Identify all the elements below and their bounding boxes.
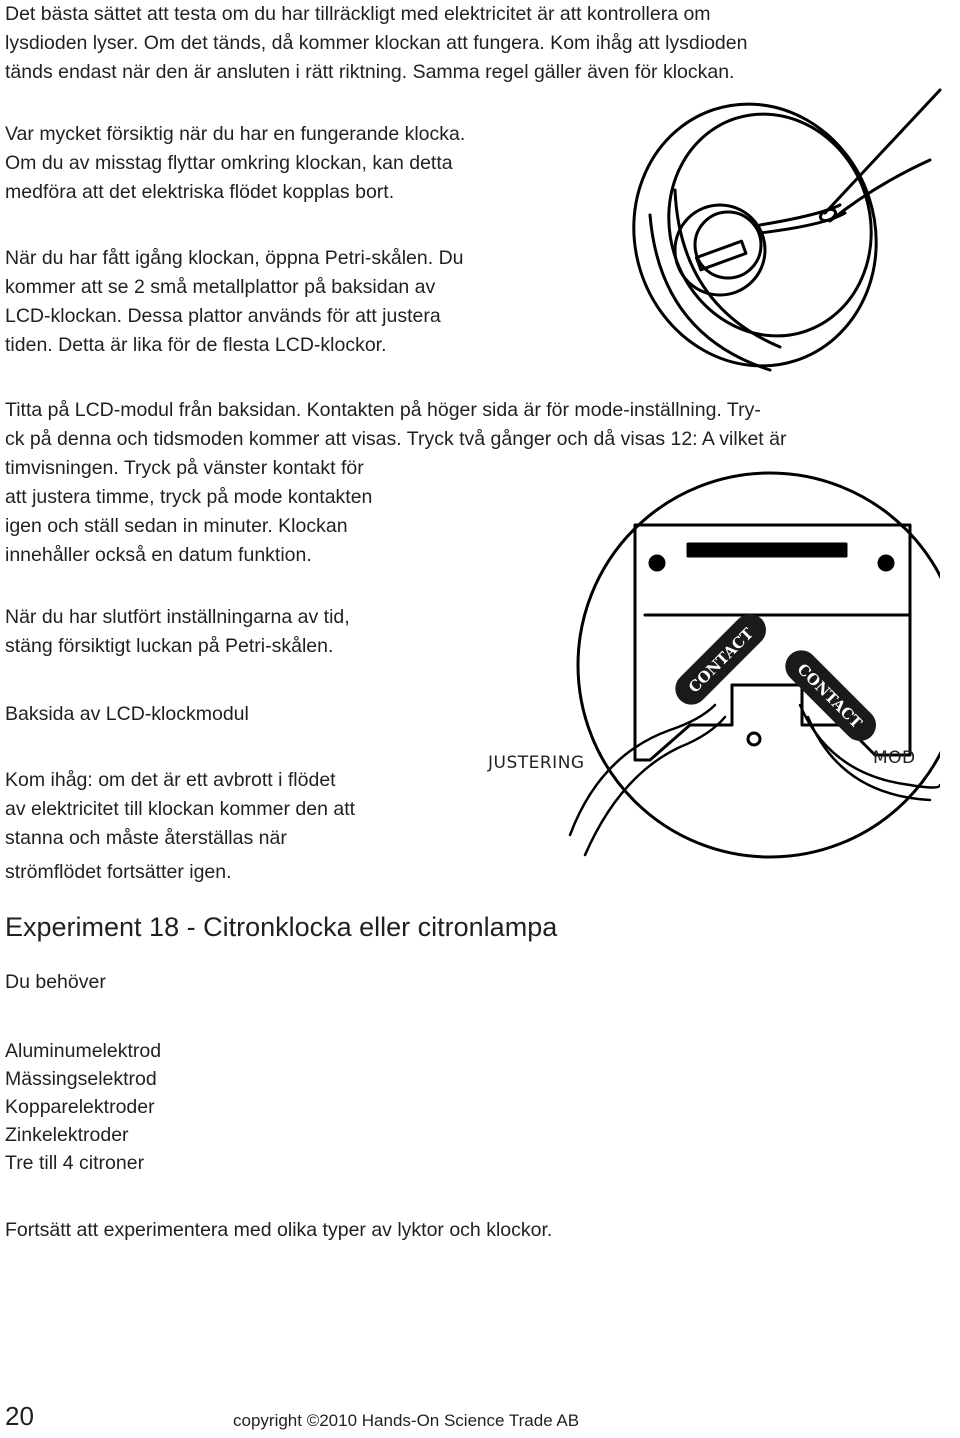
text-line: tänds endast när den är ansluten i rätt riktning. Samma regel gäller även för klockan. bbox=[5, 61, 735, 83]
copyright: copyright ©2010 Hands-On Science Trade AB bbox=[233, 1411, 580, 1430]
text-line: lysdioden lyser. Om det tänds, då kommer klockan att fungera. Kom ihåg att lysdioden bbox=[5, 32, 748, 54]
text-line: medföra att det elektriska flödet kopplas bort. bbox=[5, 181, 395, 203]
list-item: Mässingselektrod bbox=[5, 1068, 157, 1090]
text-line: innehåller också en datum funktion. bbox=[5, 544, 312, 566]
paragraph-led-test bbox=[5, 0, 747, 87]
list-item: Kopparelektroder bbox=[5, 1096, 155, 1118]
page-number: 20 bbox=[5, 1401, 34, 1431]
paragraph-careful bbox=[5, 120, 465, 207]
text-line: Kom ihåg: om det är ett avbrott i flödet bbox=[5, 769, 336, 791]
text-line: ck på denna och tidsmoden kommer att visas. Tryck två gånger och då visas 12: A vilket är bbox=[5, 428, 787, 450]
text-line: När du har slutfört inställningarna av tid, bbox=[5, 606, 350, 628]
closing-line: Fortsätt att experimentera med olika typer av lyktor och klockor. bbox=[5, 1219, 553, 1241]
figure-caption: Baksida av LCD-klockmodul bbox=[5, 703, 249, 725]
needs-label: Du behöver bbox=[5, 971, 106, 993]
experiment-heading: Experiment 18 - Citronklocka eller citronlampa bbox=[5, 912, 558, 942]
text-line: av elektricitet till klockan kommer den att bbox=[5, 798, 356, 820]
text-line: Titta på LCD-modul från baksidan. Kontakten på höger sida är för mode-inställning. Try- bbox=[5, 399, 761, 421]
text-line: Var mycket försiktig när du har en fungerande klocka. bbox=[5, 123, 466, 145]
contact-label: CONTACT bbox=[793, 660, 866, 733]
text-line: LCD-klockan. Dessa plattor används för att justera bbox=[5, 305, 441, 327]
text-line: stäng försiktigt luckan på Petri-skålen. bbox=[5, 635, 334, 657]
paragraph-close-lid bbox=[5, 603, 350, 661]
text-line: tiden. Detta är lika för de flesta LCD-klockor. bbox=[5, 334, 387, 356]
text-line: kommer att se 2 små metallplattor på baksidan av bbox=[5, 276, 436, 298]
left-contact-plate bbox=[669, 607, 773, 711]
list-item: Zinkelektroder bbox=[5, 1124, 129, 1146]
text-line: När du har fått igång klockan, öppna Petri-skålen. Du bbox=[5, 247, 464, 269]
lcd-module-back-figure bbox=[540, 455, 940, 875]
text-line: Det bästa sättet att testa om du har tillräckligt med elektricitet är att kontrollera om bbox=[5, 3, 711, 25]
contact-label: CONTACT bbox=[685, 624, 758, 697]
paragraph-open-petri bbox=[5, 244, 464, 360]
text-line: Om du av misstag flyttar omkring klockan, kan detta bbox=[5, 152, 453, 174]
list-item: Aluminumelektrod bbox=[5, 1040, 162, 1062]
label-mode: MOD bbox=[873, 748, 916, 768]
text-line: stanna och måste återställas när bbox=[5, 827, 287, 849]
text-line: timvisningen. Tryck på vänster kontakt för bbox=[5, 457, 364, 479]
list-item: Tre till 4 citroner bbox=[5, 1152, 145, 1174]
petri-dish-clock-figure bbox=[620, 85, 950, 385]
paragraph-remember bbox=[5, 766, 355, 887]
text-line: att justera timme, tryck på mode kontakten bbox=[5, 486, 373, 508]
text-line: igen och ställ sedan in minuter. Klockan bbox=[5, 515, 348, 537]
text-line: strömflödet fortsätter igen. bbox=[5, 861, 232, 883]
right-contact-plate bbox=[779, 644, 883, 748]
label-adjust: JUSTERING bbox=[488, 753, 585, 773]
materials-list bbox=[5, 1037, 161, 1177]
